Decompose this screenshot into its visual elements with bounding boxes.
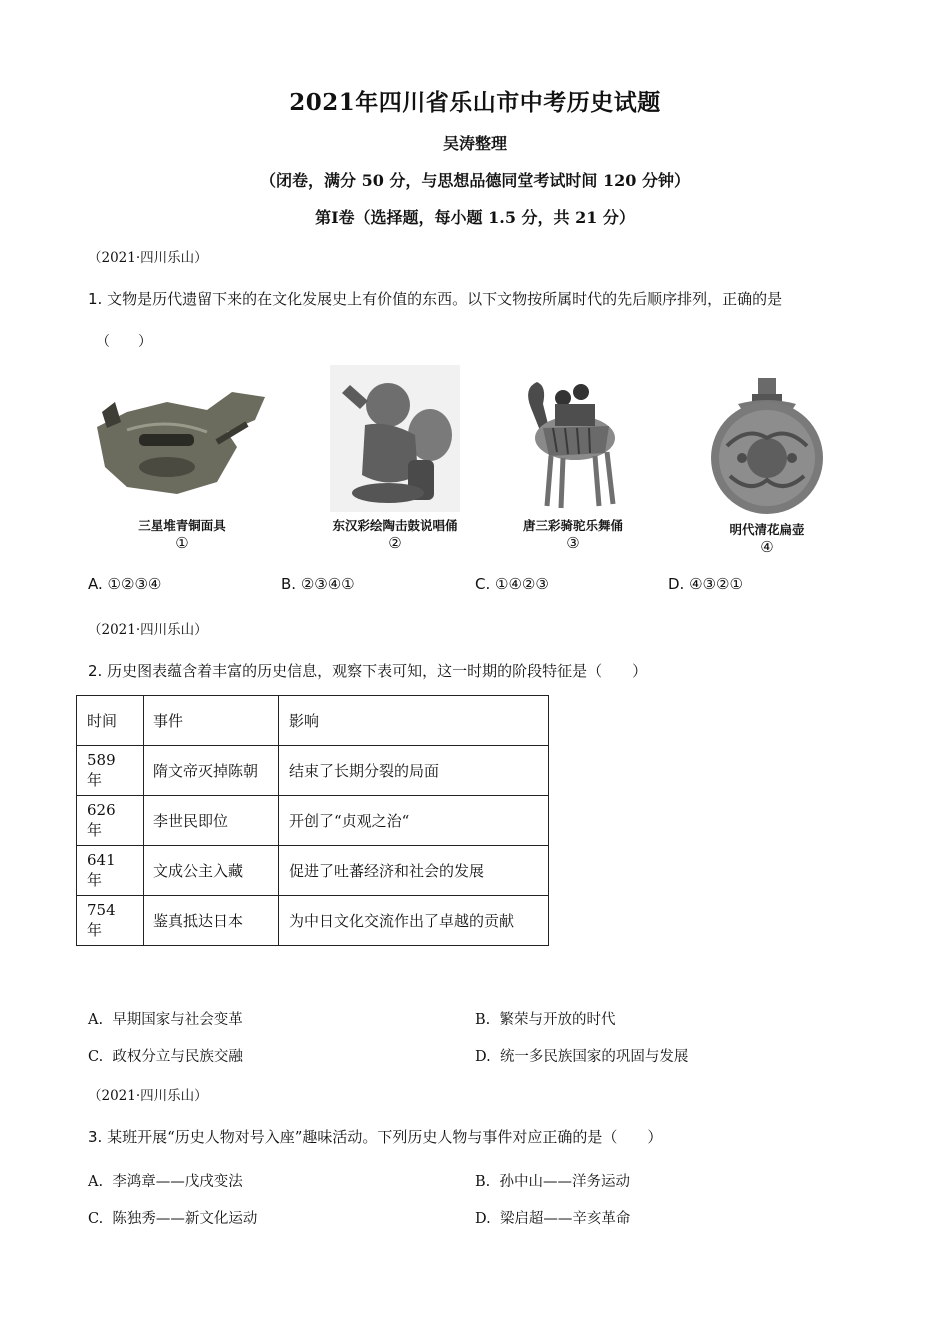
flask-icon: [702, 376, 832, 516]
option-c[interactable]: C. 陈独秀——新文化运动: [88, 1211, 258, 1227]
option-b[interactable]: B. ②③④①: [281, 575, 355, 593]
artifact-caption: 三星堆青铜面具: [138, 518, 226, 533]
table-row: [77, 796, 549, 846]
artifact-caption: 东汉彩绘陶击鼓说唱俑: [332, 518, 458, 533]
option-c[interactable]: C. 政权分立与民族交融: [88, 1049, 243, 1065]
table-row: [77, 746, 549, 796]
option-d[interactable]: D. 梁启超——辛亥革命: [475, 1211, 631, 1227]
artifact-marker: ①: [175, 534, 189, 552]
option-b[interactable]: B. 繁荣与开放的时代: [475, 1012, 616, 1028]
history-table: [76, 695, 549, 946]
table-row: [77, 846, 549, 896]
table-cell: 为中日文化交流作出了卓越的贡献: [279, 896, 549, 946]
drummer-figurine-icon: [330, 365, 460, 512]
question-number: 2.: [88, 662, 103, 680]
option-b[interactable]: B. 孙中山——洋务运动: [475, 1174, 630, 1190]
page-title: 2021年四川省乐山市中考历史试题: [289, 89, 661, 116]
question-number: 3.: [88, 1128, 103, 1146]
bronze-mask-icon: [87, 372, 277, 512]
question-text: 某班开展“历史人物对号入座”趣味活动。下列历史人物与事件对应正确的是（ ）: [107, 1128, 663, 1146]
table-cell: 结束了长期分裂的局面: [279, 746, 549, 796]
question-2: [88, 660, 647, 681]
question-source: （2021·四川乐山）: [88, 250, 208, 266]
table-header: 事件: [144, 696, 279, 746]
table-cell: 开创了“贞观之治“: [279, 796, 549, 846]
question-text: 历史图表蕴含着丰富的历史信息，观察下表可知，这一时期的阶段特征是（ ）: [107, 662, 648, 680]
option-a[interactable]: A. 李鸿章——戊戌变法: [88, 1174, 243, 1190]
author-line: 吴涛整理: [442, 134, 507, 153]
option-a[interactable]: A. 早期国家与社会变革: [88, 1012, 243, 1028]
option-d[interactable]: D. 统一多民族国家的巩固与发展: [475, 1049, 689, 1065]
answer-parentheses: （ ）: [96, 334, 152, 350]
exam-note: （闭卷，满分 50 分，与思想品德同堂考试时间 120 分钟）: [260, 171, 690, 190]
table-cell: 754 年: [77, 896, 144, 946]
question-1: [88, 288, 782, 309]
table-header: 时间: [77, 696, 144, 746]
artifact-caption: 唐三彩骑驼乐舞俑: [522, 518, 623, 533]
table-cell: 589 年: [77, 746, 144, 796]
artifact-3: [473, 368, 673, 552]
question-text: 文物是历代遗留下来的在文化发展史上有价值的东西。以下文物按所属时代的先后顺序排列，正确的是: [107, 290, 783, 308]
camel-figurine-icon: [513, 368, 633, 512]
table-cell: 隋文帝灭掉陈朝: [144, 746, 279, 796]
table-cell: 李世民即位: [144, 796, 279, 846]
artifact-marker: ②: [388, 534, 402, 552]
table-cell: 641 年: [77, 846, 144, 896]
artifact-4: [667, 376, 867, 556]
table-row: [77, 896, 549, 946]
artifact-1: [82, 372, 282, 552]
table-cell: 文成公主入藏: [144, 846, 279, 896]
artifact-marker: ③: [566, 534, 580, 552]
artifact-2: [295, 365, 495, 552]
artifact-marker: ④: [760, 538, 774, 556]
option-c[interactable]: C. ①④②③: [475, 575, 549, 593]
question-source: （2021·四川乐山）: [88, 622, 208, 638]
question-3: [88, 1126, 662, 1147]
question-number: 1.: [88, 290, 103, 308]
table-cell: 促进了吐蕃经济和社会的发展: [279, 846, 549, 896]
section-heading: 第Ⅰ卷（选择题，每小题 1.5 分，共 21 分）: [315, 208, 635, 227]
option-d[interactable]: D. ④③②①: [668, 575, 743, 593]
question-source: （2021·四川乐山）: [88, 1088, 208, 1104]
table-header-row: [77, 696, 549, 746]
table-cell: 鉴真抵达日本: [144, 896, 279, 946]
table-cell: 626 年: [77, 796, 144, 846]
artifact-caption: 明代清花扁壶: [729, 522, 805, 537]
option-a[interactable]: A. ①②③④: [88, 575, 162, 593]
table-header: 影响: [279, 696, 549, 746]
